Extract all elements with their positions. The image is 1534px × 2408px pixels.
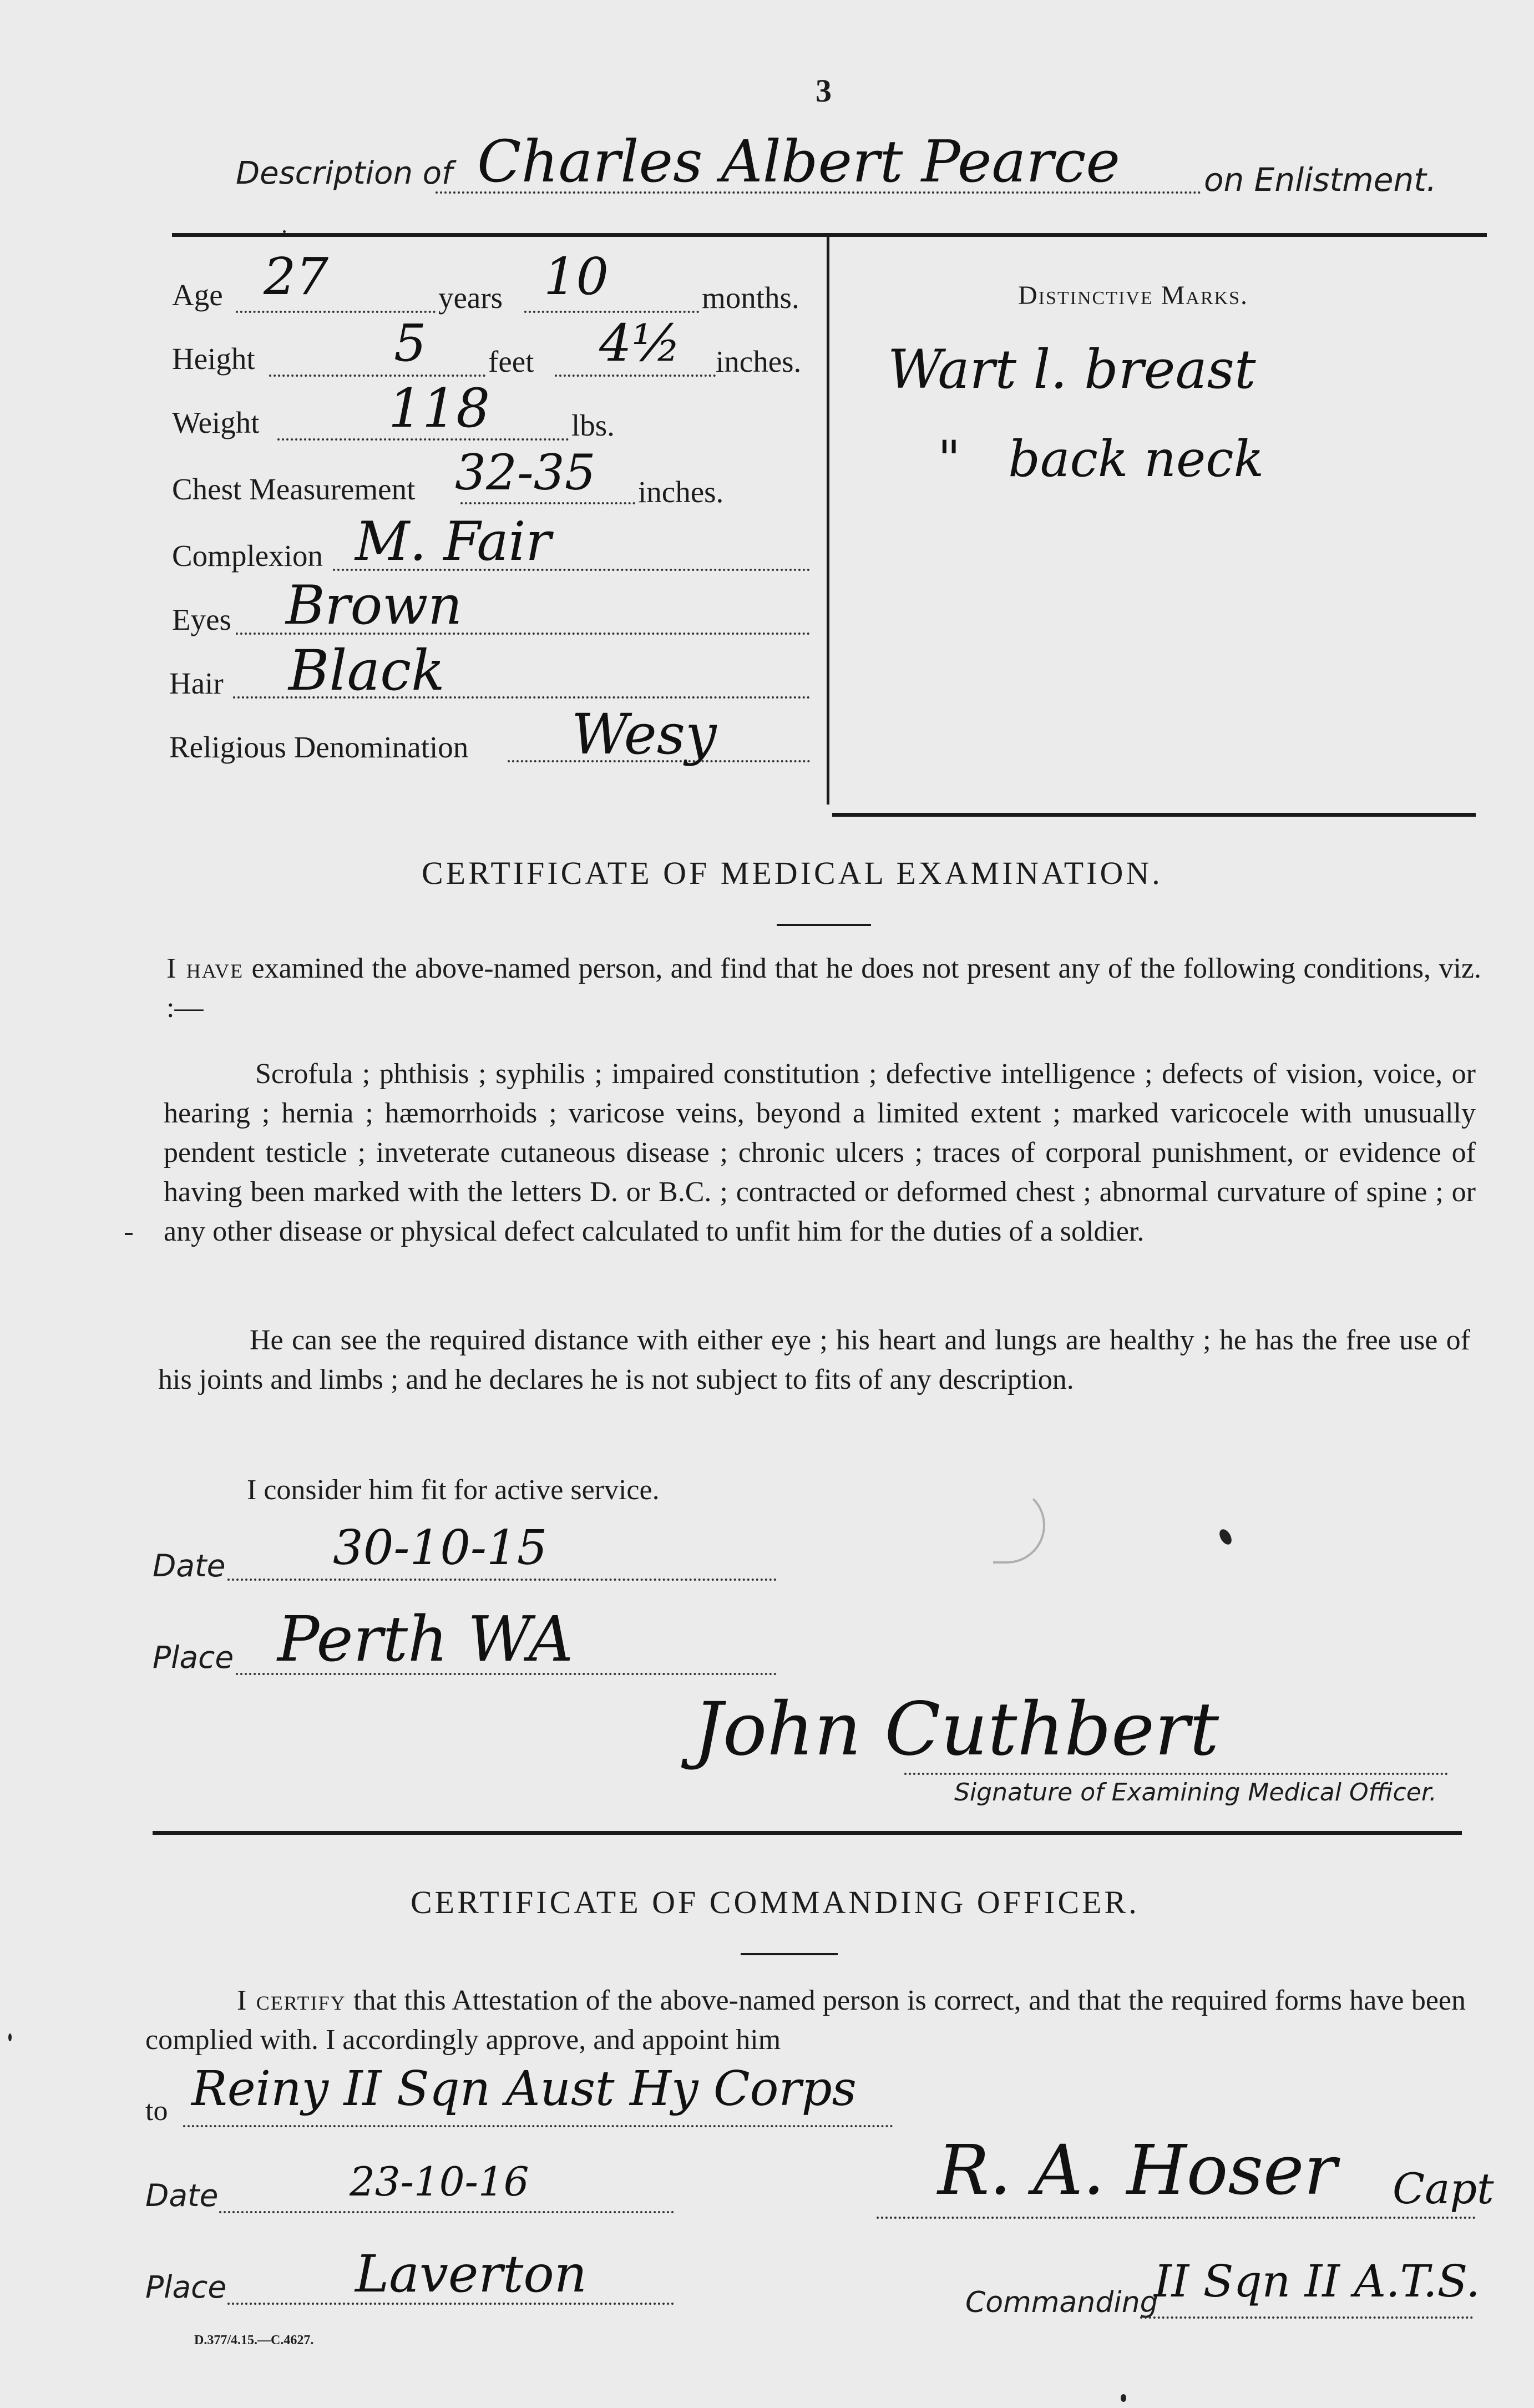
commanding-officer-rank: Capt [1393,2164,1494,2213]
chest-unit: inches. [638,475,724,509]
eyes-value: Brown [286,574,463,636]
header-suffix: on Enlistment. [1204,161,1437,199]
eyes-label: Eyes [172,603,231,636]
box-top-rule [172,233,1487,237]
medical-certificate-title: CERTIFICATE OF MEDICAL EXAMINATION. [422,855,1163,891]
weight-unit: lbs. [571,408,615,442]
commanding-unit-value: II Sqn II A.T.S. [1154,2255,1480,2307]
complexion-label: Complexion [172,539,323,573]
height-feet-value: 5 [394,313,427,373]
commanding-certificate-title: CERTIFICATE OF COMMANDING OFFICER. [411,1884,1140,1920]
age-years-label: years [438,281,503,315]
medical-fit: I consider him fit for active service. [247,1474,660,1506]
chest-line [460,502,635,504]
ink-speck [1217,1527,1234,1547]
commanding-certify [145,1981,1466,2060]
medical-signature-line [904,1773,1448,1775]
medical-signature-caption: Signature of Examining Medical Officer. [954,1778,1437,1807]
medical-officer-signature: John Cuthbert [693,1687,1219,1772]
medical-date-label: Date [153,1548,226,1584]
section-rule [153,1831,1462,1835]
header-prefix: Description of [236,155,453,191]
commanding-officer-signature: R. A. Hoser [938,2131,1337,2210]
medical-intro-lead: I have [166,953,244,984]
commanding-signature-line [877,2217,1476,2219]
weight-label: Weight [172,406,260,439]
age-months-line [524,311,699,313]
appoint-to-label: to [145,2095,168,2127]
ink-speck [8,2033,12,2041]
medical-intro-rest: examined the above-named person, and find that he does not present any of the following conditions, viz. :— [166,953,1481,1024]
commanding-date-line [219,2211,674,2213]
box-divider [827,236,829,805]
distinctive-marks-line-2: " back neck [938,430,1264,488]
height-feet-line [269,375,485,377]
appoint-to-line [183,2125,893,2127]
medical-title-underline [777,924,871,926]
ink-speck [1121,2394,1126,2402]
hair-label: Hair [169,666,224,700]
age-years-line [236,311,436,313]
height-inches-line [555,375,716,377]
height-label: Height [172,342,255,376]
appoint-to-value: Reiny II Sqn Aust Hy Corps [191,2061,857,2117]
age-years-value: 27 [264,247,329,306]
medical-place-label: Place [153,1640,234,1675]
height-inches-label: inches. [716,345,802,378]
page-number: 3 [816,73,832,109]
box-bottom-rule [832,813,1476,817]
age-months-value: 10 [544,247,609,306]
chest-label: Chest Measurement [172,472,416,506]
hair-value: Black [288,638,445,703]
ink-speck [283,230,286,233]
commanding-place-label: Place [145,2269,227,2305]
religion-value: Wesy [571,702,717,767]
height-feet-label: feet [488,345,534,378]
medical-intro [166,949,1481,1028]
complexion-value: M. Fair [355,510,551,573]
commanding-date-label: Date [145,2178,219,2213]
chest-value: 32-35 [455,444,596,501]
form-code: D.377/4.15.—C.4627. [194,2333,314,2348]
medical-place-value: Perth WA [277,1603,574,1676]
distinctive-marks-line-1: Wart l. breast [888,338,1256,401]
distinctive-marks-heading: Distinctive Marks. [1018,281,1249,310]
margin-dash [125,1233,133,1235]
commanding-certify-lead: I certify [237,1985,346,2016]
medical-eyesight: He can see the required distance with either eye ; his heart and lungs are healthy ; he has the free use of his joints and limbs ; and he declares he is not subject to fits of any description. [158,1324,1470,1395]
enlistee-name: Charles Albert Pearce [477,128,1120,195]
age-label: Age [172,278,223,312]
medical-date-value: 30-10-15 [333,1520,548,1576]
commanding-certify-rest: that this Attestation of the above-named person is correct, and that the required forms have been complied with. I accordingly approve, and appoint him [145,1985,1466,2056]
medical-date-line [227,1579,777,1581]
religion-label: Religious Denomination [169,730,469,764]
commanding-label: Commanding [965,2286,1158,2319]
medical-conditions: Scrofula ; phthisis ; syphilis ; impaired constitution ; defective intelligence ; defects of vision, voice, or hearing ; hernia ; hæmorrhoids ; varicose veins, beyond a limited extent ; marked varicocele with unusually pendent testicle ; inveterate cutaneous disease ; chronic ulcers ; traces of corporal punishment, or evidence of having been marked with the letters D. or B.C. ; contracted or deformed chest ; abnormal curvature of spine ; or any other disease or physical defect calculated to unfit him for the duties of a soldier. [164,1058,1476,1247]
weight-value: 118 [388,377,490,439]
height-inches-value: 4½ [599,313,681,373]
age-months-label: months. [702,281,799,315]
commanding-title-underline [741,1953,838,1955]
commanding-date-value: 23-10-16 [350,2158,529,2205]
commanding-unit-line [1140,2316,1473,2319]
commanding-place-value: Laverton [355,2244,587,2304]
